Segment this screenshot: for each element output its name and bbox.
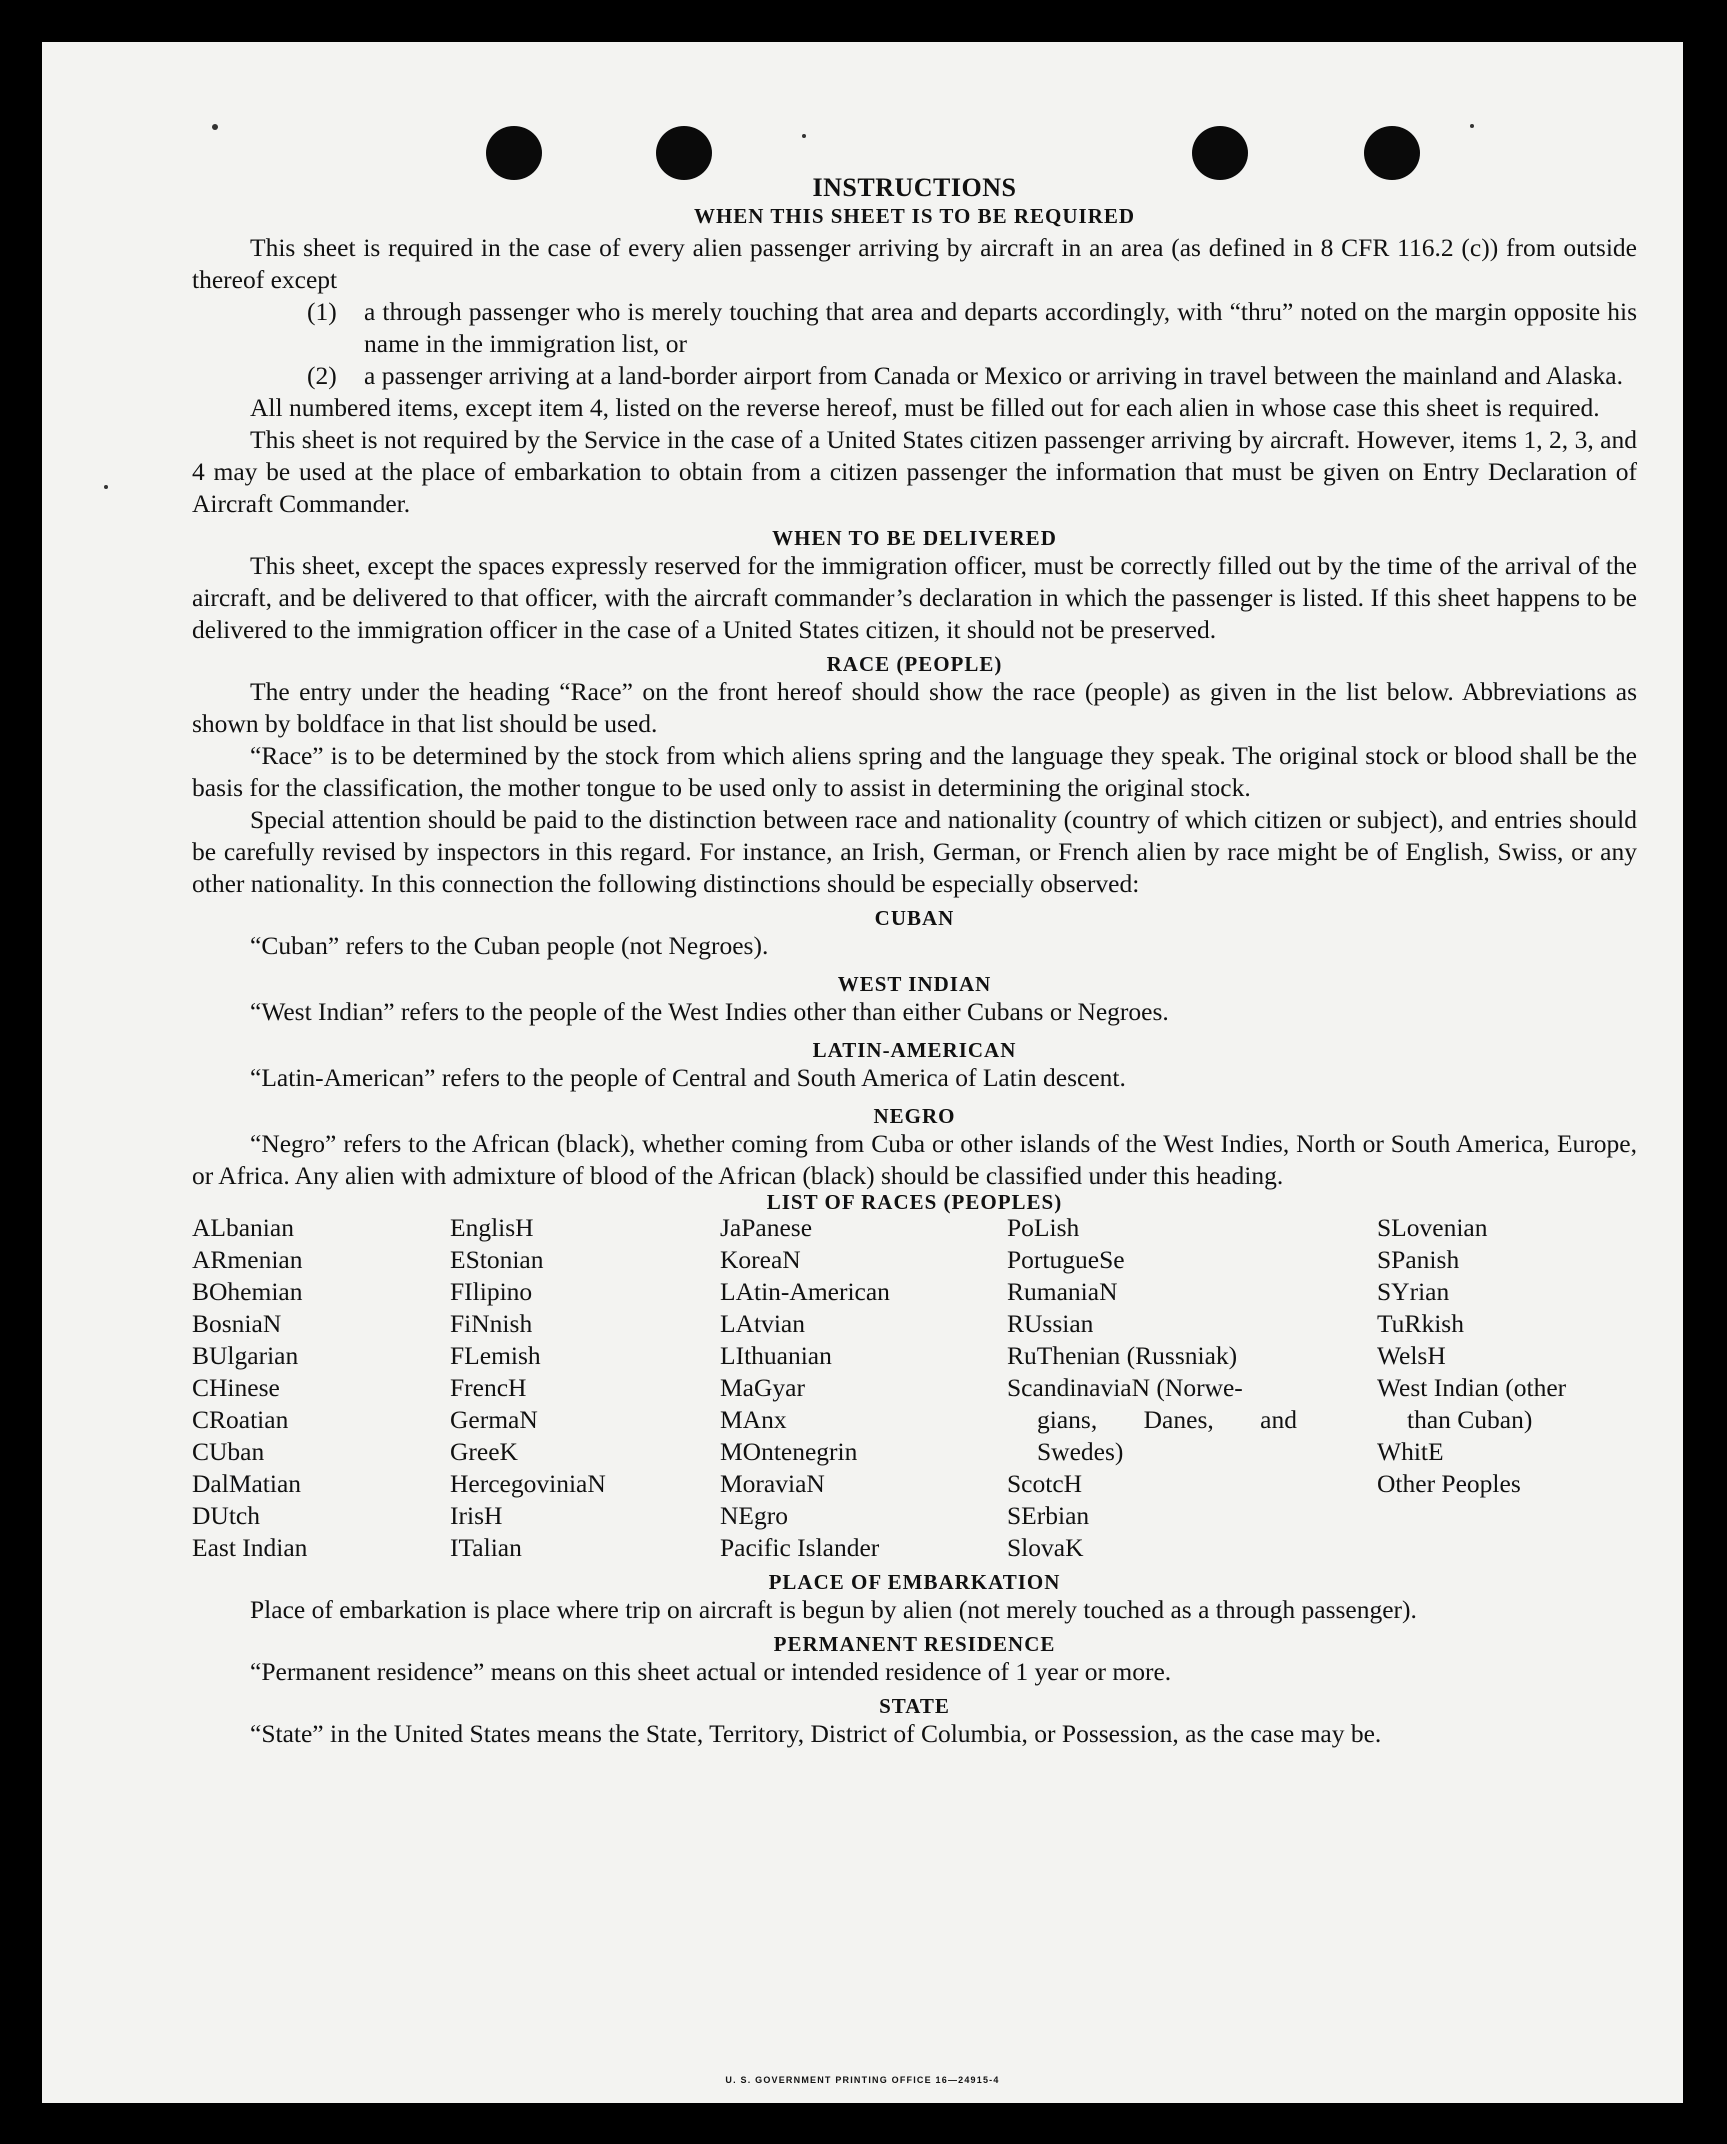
race-column [1377,1212,1637,1564]
instructions-body [192,172,1637,1750]
speck [104,485,108,489]
exception-item [307,296,1637,360]
section-heading: PERMANENT RESIDENCE [773,1632,1056,1656]
page-title: INSTRUCTIONS [812,173,1017,202]
document-page [42,42,1683,2103]
paragraph: Special attention should be paid to the distinction between race and nationality (country of which citizen or subject), and entries should be carefully revised by inspectors in this regard. For instance, an Irish, German, or French alien by race might be of English, Swiss, or any other nationality. In this connection the following distinctions should be especially observed: [192,805,1637,898]
race-item: KoreaN [720,1245,801,1274]
race-item: DalMatian [192,1469,302,1498]
race-item: ITalian [450,1533,522,1562]
race-item: ScandinaviaN (Norwe- [1007,1373,1243,1402]
race-item: DUtch [192,1501,260,1530]
race-item: ARmenian [192,1245,303,1274]
race-item: RumaniaN [1007,1277,1118,1306]
race-item: FrencH [450,1373,527,1402]
exception-item [307,360,1637,392]
speck [802,134,806,138]
section-heading: NEGRO [873,1104,956,1128]
item-text: a passenger arriving at a land-border airport from Canada or Mexico or arriving in travel between the mainland and Alaska. [364,361,1623,390]
section-heading: CUBAN [874,906,955,930]
race-item: LAtvian [720,1309,805,1338]
race-column [1007,1212,1377,1564]
paragraph: The entry under the heading “Race” on the front hereof should show the race (people) as given in the list below. Abbreviations as shown by boldface in that list should be used. [192,677,1637,738]
speck [212,124,218,130]
paragraph: “Race” is to be determined by the stock from which aliens spring and the language they speak. The original stock or blood shall be the basis for the classification, the mother tongue to be used only to assist in determining the original stock. [192,741,1637,802]
race-item: IrisH [450,1501,503,1530]
race-item: MaGyar [720,1373,805,1402]
race-column [192,1212,450,1564]
race-item: BUlgarian [192,1341,299,1370]
race-list [192,1212,1637,1564]
race-item: West Indian (other [1377,1373,1567,1402]
race-item: BOhemian [192,1277,303,1306]
paragraph: All numbered items, except item 4, listed on the reverse hereof, must be filled out for each alien in whose case this sheet is required. [250,393,1600,422]
race-item: LAtin-American [720,1277,890,1306]
paragraph: “Permanent residence” means on this sheet actual or intended residence of 1 year or more. [250,1657,1172,1686]
race-item: Other Peoples [1377,1469,1521,1498]
section-heading: STATE [879,1694,950,1718]
race-item: SlovaK [1007,1533,1084,1562]
race-item-continued: gians, Danes, and [1037,1405,1297,1434]
paragraph: This sheet, except the spaces expressly reserved for the immigration officer, must be correctly filled out by the time of the arrival of the aircraft, and be delivered to that officer, with the aircraft commander’s declaration in which the passenger is listed. If this sheet happens to be delivered to the immigration officer in the case of a United States citizen, it should not be preserved. [192,551,1637,644]
race-item-continued: Swedes) [1037,1437,1124,1466]
race-item: WhitE [1377,1437,1444,1466]
race-item: SErbian [1007,1501,1090,1530]
race-item: WelsH [1377,1341,1446,1370]
race-item: PoLish [1007,1213,1080,1242]
race-item: SLovenian [1377,1213,1488,1242]
race-item: FIlipino [450,1277,533,1306]
race-item: LIthuanian [720,1341,832,1370]
item-text: a through passenger who is merely touching that area and departs accordingly, with “thru” noted on the margin opposite his name in the immigration list, or [364,297,1637,358]
section-heading: WEST INDIAN [837,972,992,996]
race-item: HercegoviniaN [450,1469,606,1498]
paragraph: This sheet is required in the case of every alien passenger arriving by aircraft in an area (as defined in 8 CFR 116.2 (c)) from outside thereof except [192,233,1637,294]
race-item: PortugueSe [1007,1245,1125,1274]
race-item: BosniaN [192,1309,282,1338]
race-item: FLemish [450,1341,541,1370]
race-item: CRoatian [192,1405,289,1434]
paragraph: “Latin-American” refers to the people of Central and South America of Latin descent. [250,1063,1126,1092]
paragraph: “Cuban” refers to the Cuban people (not Negroes). [250,931,769,960]
race-item: MOntenegrin [720,1437,858,1466]
race-item-continued: than Cuban) [1407,1405,1533,1434]
race-item: ScotcH [1007,1469,1083,1498]
race-item: FiNnish [450,1309,533,1338]
race-item: JaPanese [720,1213,813,1242]
race-item: CHinese [192,1373,280,1402]
race-item: SPanish [1377,1245,1460,1274]
speck [1470,124,1474,128]
race-item: MoraviaN [720,1469,825,1498]
race-item: TuRkish [1377,1309,1464,1338]
race-item: ALbanian [192,1213,294,1242]
item-number: (1) [307,297,337,326]
race-item: RUssian [1007,1309,1094,1338]
section-heading: LATIN-AMERICAN [812,1038,1017,1062]
item-number: (2) [307,361,337,390]
race-item: East Indian [192,1533,308,1562]
section-heading: WHEN THIS SHEET IS TO BE REQUIRED [693,204,1136,228]
paragraph: This sheet is not required by the Service in the case of a United States citizen passenger arriving by aircraft. However, items 1, 2, 3, and 4 may be used at the place of embarkation to obtain from a citizen passenger the information that must be given on Entry Declaration of Aircraft Commander. [192,425,1637,518]
race-item: MAnx [720,1405,787,1434]
race-item: SYrian [1377,1277,1450,1306]
race-column [450,1212,720,1564]
section-heading: WHEN TO BE DELIVERED [772,526,1057,550]
paragraph: “West Indian” refers to the people of the West Indies other than either Cubans or Negroes. [250,997,1169,1026]
section-heading: RACE (PEOPLE) [826,652,1003,676]
paragraph: “State” in the United States means the State, Territory, District of Columbia, or Possession, as the case may be. [250,1719,1382,1748]
race-item: RuThenian (Russniak) [1007,1341,1238,1370]
section-heading: LIST OF RACES (PEOPLES) [766,1190,1063,1214]
race-item: EnglisH [450,1213,534,1242]
race-item: GreeK [450,1437,518,1466]
paragraph: “Negro” refers to the African (black), whether coming from Cuba or other islands of the West Indies, North or South America, Europe, or Africa. Any alien with admixture of blood of the African (black) should be classified under this heading. [192,1129,1637,1190]
paragraph: Place of embarkation is place where trip on aircraft is begun by alien (not merely touched as a through passenger). [250,1595,1417,1624]
race-item: CUban [192,1437,265,1466]
section-heading: PLACE OF EMBARKATION [768,1570,1061,1594]
race-item: EStonian [450,1245,544,1274]
race-column [720,1212,1007,1564]
race-item: NEgro [720,1501,788,1530]
race-item: Pacific Islander [720,1533,880,1562]
race-item: GermaN [450,1405,538,1434]
printer-imprint: U. S. GOVERNMENT PRINTING OFFICE 16—24915-4 [725,2075,1000,2085]
